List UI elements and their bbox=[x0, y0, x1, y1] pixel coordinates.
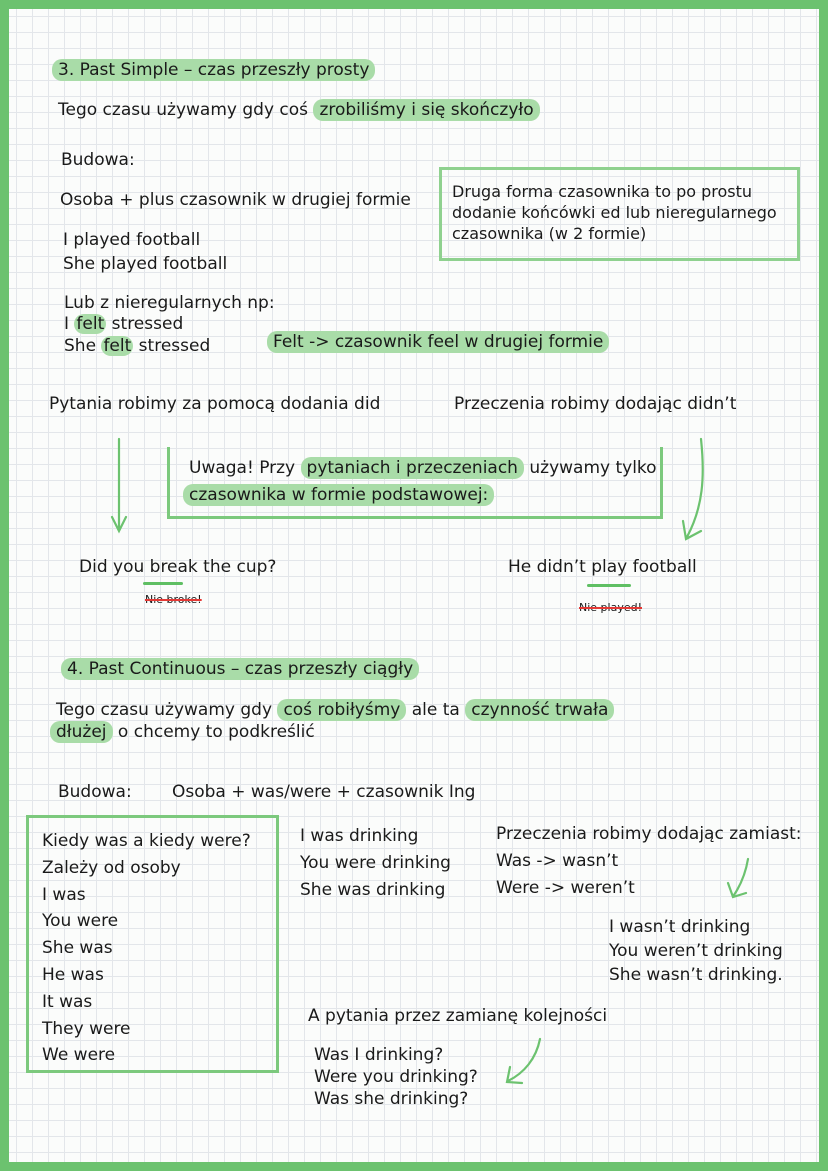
s4-example: I was drinking bbox=[300, 826, 419, 846]
s3-box-line-2: dodanie końcówki ed lub nieregularnego bbox=[452, 203, 777, 222]
s3-irregular-1: I felt stressed bbox=[64, 314, 184, 334]
s4-question-examples bbox=[314, 1044, 478, 1110]
down-arrow-icon-right bbox=[679, 437, 719, 547]
s3-negation-note: Nie played! bbox=[579, 601, 642, 614]
section-3-title: 3. Past Simple – czas przeszły prosty bbox=[52, 59, 375, 81]
s4-negation-rule-1: Was -> wasn’t bbox=[496, 851, 619, 871]
s4-box-line: You were bbox=[42, 911, 119, 932]
down-arrow-icon-negation bbox=[724, 857, 760, 903]
s4-box-lines bbox=[42, 828, 251, 1069]
s3-box-line-3: czasownika (w 2 formie) bbox=[452, 224, 647, 243]
s4-negation-example: You weren’t drinking bbox=[609, 941, 783, 961]
s4-negation-example: I wasn’t drinking bbox=[609, 917, 751, 937]
s3-irregular-2: She felt stressed bbox=[64, 336, 211, 356]
s4-intro-line-1: Tego czasu używamy gdy coś robiłyśmy ale ta czynność trwała bbox=[56, 699, 614, 721]
s4-negation-title: Przeczenia robimy dodając zamiast: bbox=[496, 824, 802, 844]
s3-warning-line-2: czasownika w formie podstawowej: bbox=[183, 484, 494, 506]
s4-question-example: Were you drinking? bbox=[314, 1067, 478, 1087]
s3-question-example: Did you break the cup? bbox=[79, 557, 277, 577]
s4-was-were-box bbox=[26, 815, 279, 1073]
s4-example: She was drinking bbox=[300, 880, 446, 900]
s4-question-example: Was I drinking? bbox=[314, 1045, 444, 1065]
s4-box-line: They were bbox=[42, 1018, 131, 1039]
s4-box-line: I was bbox=[42, 884, 86, 905]
s3-example-2: She played football bbox=[63, 254, 228, 274]
arrow-icon-questions bbox=[502, 1037, 552, 1089]
s4-negation-examples bbox=[609, 915, 783, 987]
s3-second-form-box bbox=[439, 167, 800, 261]
s4-box-line: We were bbox=[42, 1045, 116, 1066]
s3-irregular-label: Lub z nieregularnych np: bbox=[64, 293, 275, 313]
s3-questions-rule: Pytania robimy za pomocą dodania did bbox=[49, 394, 381, 414]
s3-negation-underline bbox=[587, 584, 631, 587]
s4-negation-rule-2: Were -> weren’t bbox=[496, 878, 635, 898]
s3-negations-rule: Przeczenia robimy dodając didn’t bbox=[454, 394, 737, 414]
s3-example-1: I played football bbox=[63, 230, 201, 250]
s4-example: You were drinking bbox=[300, 853, 451, 873]
s4-intro-line-2: dłużej o chcemy to podkreślić bbox=[50, 721, 315, 743]
s4-formula: Osoba + was/were + czasownik Ing bbox=[172, 782, 476, 802]
s4-question-title: A pytania przez zamianę kolejności bbox=[308, 1006, 608, 1026]
s3-budowa-label: Budowa: bbox=[61, 150, 135, 170]
s3-intro: Tego czasu używamy gdy coś zrobiliśmy i się skończyło bbox=[58, 99, 540, 121]
s3-negation-example: He didn’t play football bbox=[508, 557, 697, 577]
s4-box-line: Kiedy was a kiedy were? bbox=[42, 831, 251, 851]
s3-felt-note: Felt -> czasownik feel w drugiej formie bbox=[267, 331, 609, 353]
s4-box-line: It was bbox=[42, 991, 93, 1012]
s4-box-line: Zależy od osoby bbox=[42, 857, 181, 878]
section-4-title: 4. Past Continuous – czas przeszły ciągły bbox=[61, 658, 419, 680]
s4-examples bbox=[300, 823, 451, 904]
down-arrow-icon-left bbox=[109, 437, 139, 537]
s3-question-underline bbox=[143, 582, 183, 585]
s4-budowa-label: Budowa: bbox=[58, 782, 132, 802]
s3-formula: Osoba + plus czasownik w drugiej formie bbox=[60, 190, 411, 210]
s4-box-line: He was bbox=[42, 964, 104, 985]
s4-box-line: She was bbox=[42, 938, 113, 959]
s3-question-note: Nie broke! bbox=[145, 593, 202, 606]
s3-box-line-1: Druga forma czasownika to po prostu bbox=[452, 182, 753, 201]
s4-question-example: Was she drinking? bbox=[314, 1089, 469, 1109]
s4-negation-example: She wasn’t drinking. bbox=[609, 965, 783, 985]
s3-warning-line-1: Uwaga! Przy pytaniach i przeczeniach używamy tylko bbox=[189, 458, 657, 478]
